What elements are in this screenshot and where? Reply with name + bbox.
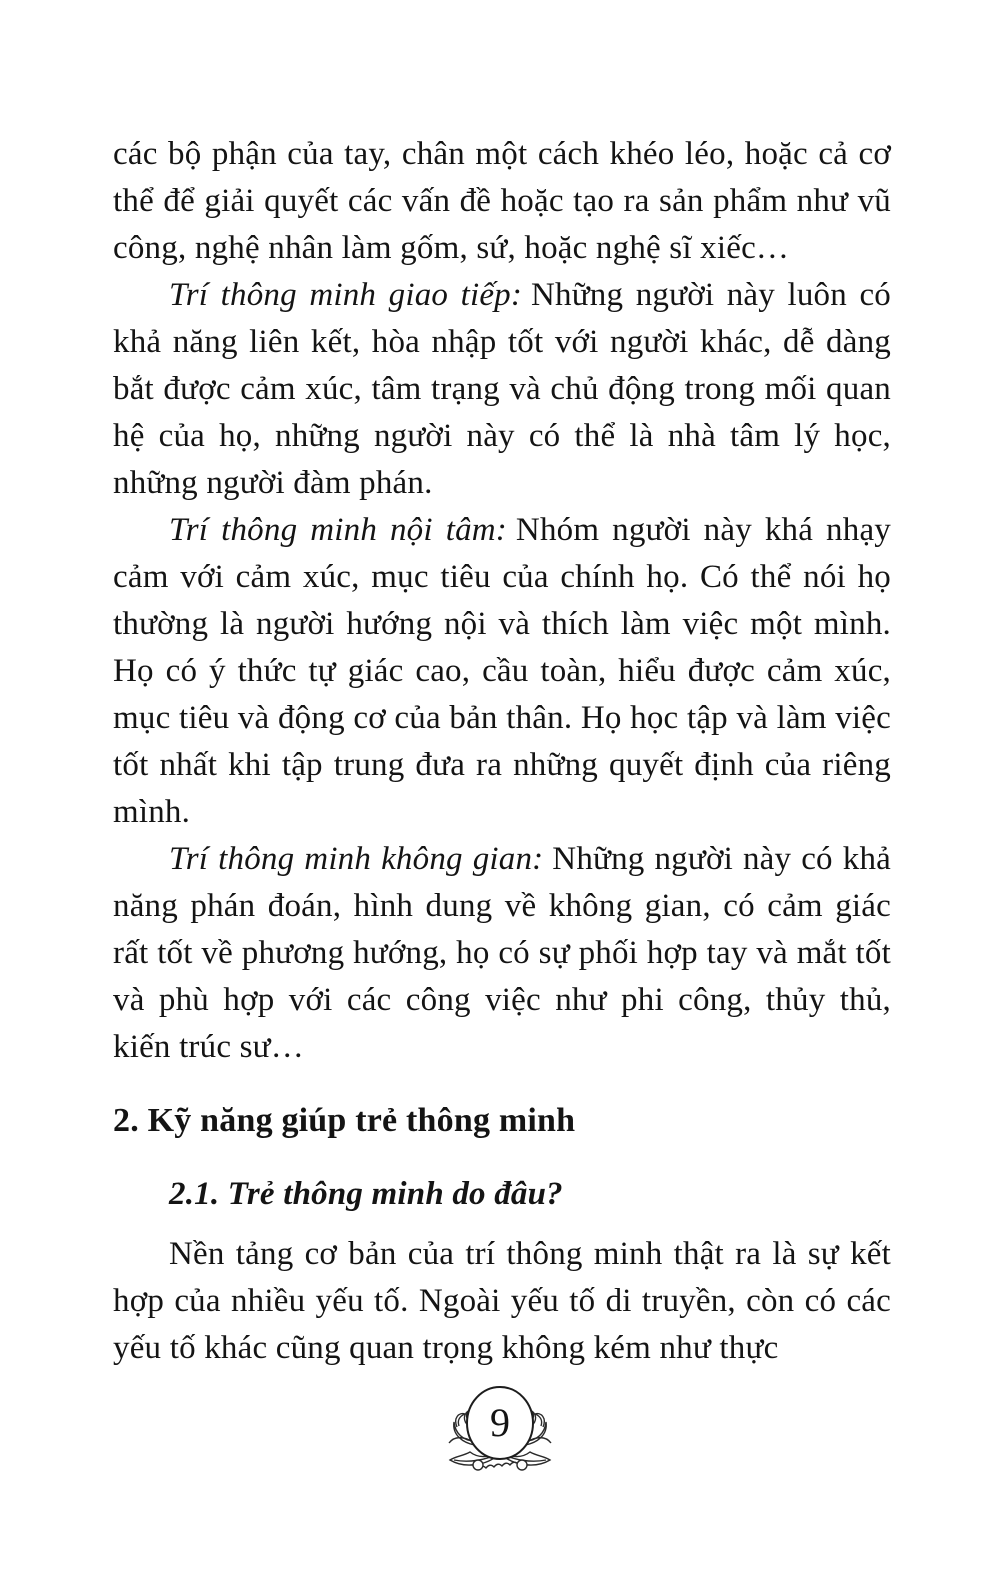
- closing-paragraph: [113, 1231, 891, 1372]
- subsection-heading: 2.1. Trẻ thông minh do đâu?: [169, 1176, 563, 1212]
- paragraph-intrapersonal: [113, 507, 891, 836]
- page-footer: [0, 1383, 1000, 1485]
- ornament-flourish-icon: [441, 1383, 559, 1485]
- paragraph-text: Nhóm người này khá nhạy cảm với cảm xúc, mục tiêu của chính họ. Có thể nói họ thường là người hướng nội và thích làm việc một mình. Họ có ý thức tự giác cao, cầu toàn, hiểu được cảm xúc, mục tiêu và động cơ của bản thân. Họ học tập và làm việc tốt nhất khi tập trung đưa ra những quyết định của riêng mình.: [113, 512, 891, 830]
- paragraph-lead: Trí thông minh giao tiếp:: [169, 277, 523, 313]
- paragraph-spatial: [113, 836, 891, 1071]
- paragraph-text: Những người này luôn có khả năng liên kết, hòa nhập tốt với người khác, dễ dàng bắt được cảm xúc, tâm trạng và chủ động trong mối quan hệ của họ, những người này có thể là nhà tâm lý học, những người đàm phán.: [113, 277, 891, 501]
- paragraph-text: Nền tảng cơ bản của trí thông minh thật ra là sự kết hợp của nhiều yếu tố. Ngoài yếu tố di truyền, còn có các yếu tố khác cũng quan trọng không kém như thực: [113, 1236, 891, 1366]
- paragraph-text: Những người này có khả năng phán đoán, hình dung về không gian, có cảm giác rất tốt về phương hướng, họ có sự phối hợp tay và mắt tốt và phù hợp với các công việc như phi công, thủy thủ, kiến trúc sư…: [113, 841, 891, 1065]
- paragraph-text: các bộ phận của tay, chân một cách khéo léo, hoặc cả cơ thể để giải quyết các vấn đề hoặc tạo ra sản phẩm như vũ công, nghệ nhân làm gốm, sứ, hoặc nghệ sĩ xiếc…: [113, 136, 891, 266]
- paragraph-lead: Trí thông minh nội tâm:: [169, 512, 508, 548]
- page-number-ornament: [441, 1383, 559, 1485]
- paragraph-lead: Trí thông minh không gian:: [169, 841, 544, 877]
- page-number: 9: [490, 1400, 510, 1445]
- page-content: [113, 131, 891, 1372]
- paragraph-interpersonal: [113, 272, 891, 507]
- opening-paragraph: [113, 131, 891, 272]
- section-heading: 2. Kỹ năng giúp trẻ thông minh: [113, 1102, 576, 1139]
